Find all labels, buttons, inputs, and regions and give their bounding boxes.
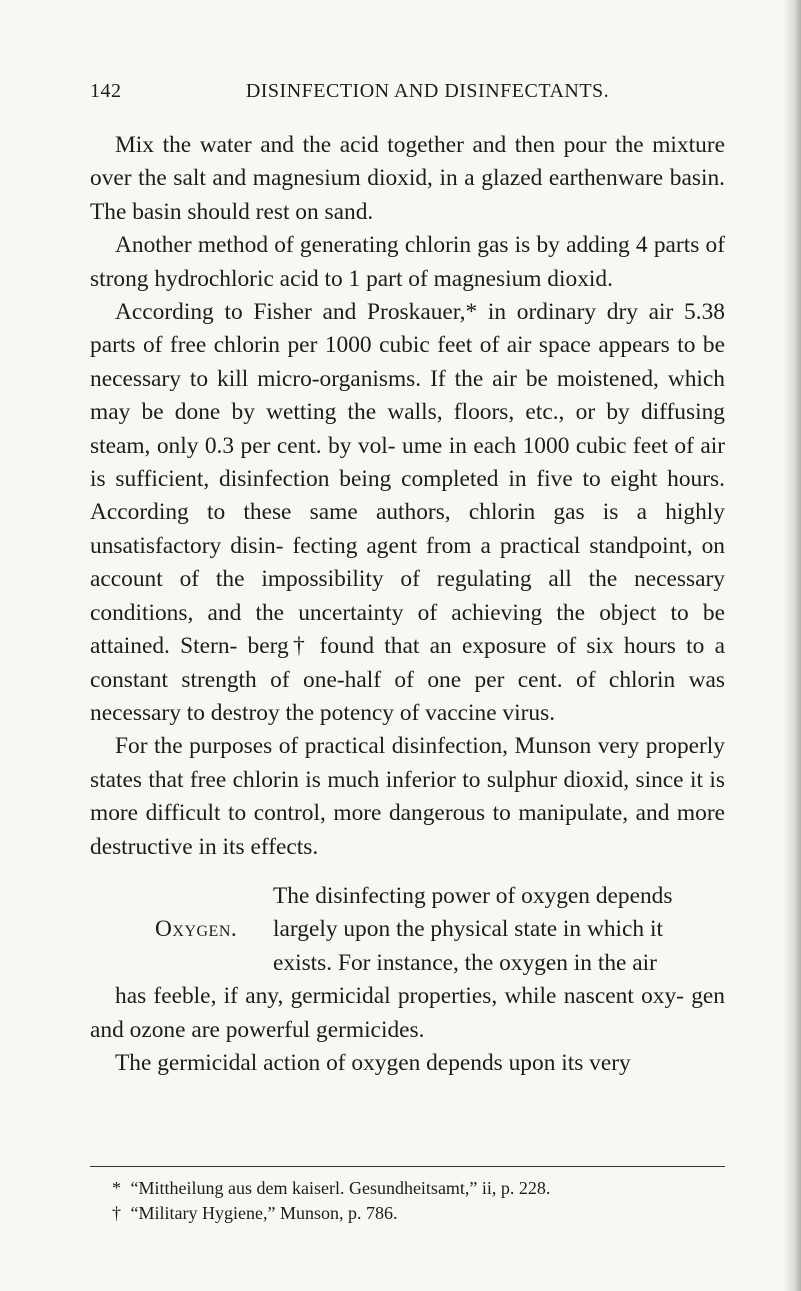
page-header xyxy=(90,80,725,112)
oxygen-continuation: has feeble, if any, germicidal properties, while nascent oxy- gen and ozone are powerful germicides. xyxy=(90,983,725,1043)
side-heading-oxygen: Oxygen. xyxy=(155,915,238,942)
body-text xyxy=(90,129,725,1080)
paragraph-munson: For the purposes of practical disinfection, Munson very properly states that free chlorin is much inferior to sulphur dioxid, since it is more difficult to control, more dangerous to manipulate, and more destructive in its effects. xyxy=(90,733,725,860)
footnote-mark-asterisk: * xyxy=(112,1178,121,1198)
footnote-text-2: “Military Hygiene,” Munson, p. 786. xyxy=(130,1203,398,1223)
oxygen-line-3: exists. For instance, the oxygen in the air xyxy=(273,949,657,976)
footnote-rule xyxy=(90,1166,725,1167)
running-title: DISINFECTION AND DISINFECTANTS. xyxy=(245,80,610,102)
page-number: 142 xyxy=(90,80,122,102)
footnotes xyxy=(112,1176,722,1226)
paragraph-fisher-proskauer: According to Fisher and Proskauer,* in ordinary dry air 5.38 parts of free chlorin per 1000 cubic feet of air space appears to be necessary to kill micro-organisms. If the air be moistened, which may be done by wetting the walls, floors, etc., or by diffusing steam, only 0.3 per cent. by vol- ume in each 1000 cubic feet of air is sufficient, disinfection being completed in five to eight hours. According to these same authors, chlorin gas is a highly unsatisfactory disin- fecting agent from a practical standpoint, on account of the impossibility of regulating all the necessary conditions, and the uncertainty of achieving the object to be attained. Stern- berg† found that an exposure of six hours to a constant strength of one-half of one per cent. of chlorin was necessary to destroy the potency of vaccine virus. xyxy=(90,299,725,726)
paragraph-germicidal-action: The germicidal action of oxygen depends upon its very xyxy=(115,1049,631,1076)
footnote-mark-dagger: † xyxy=(112,1203,121,1223)
footnote-text-1: “Mittheilung aus dem kaiserl. Gesundheitsamt,” ii, p. 228. xyxy=(130,1178,551,1198)
paragraph-mix-water: Mix the water and the acid together and then pour the mixture over the salt and magnesium dioxid, in a glazed earthenware basin. The basin should rest on sand. xyxy=(90,132,725,225)
page-edge-shadow xyxy=(783,0,801,1291)
footnote-2 xyxy=(112,1201,722,1226)
oxygen-line-1: The disinfecting power of oxygen depends xyxy=(273,882,673,909)
section-gap xyxy=(90,864,725,880)
oxygen-indented-lines xyxy=(273,880,725,980)
oxygen-section xyxy=(90,880,725,1047)
paragraph-another-method: Another method of generating chlorin gas is by adding 4 parts of strong hydrochloric acid to 1 part of magnesium dioxid. xyxy=(90,232,725,292)
footnote-1 xyxy=(112,1176,722,1201)
oxygen-line-2: largely upon the physical state in which it xyxy=(273,916,663,943)
